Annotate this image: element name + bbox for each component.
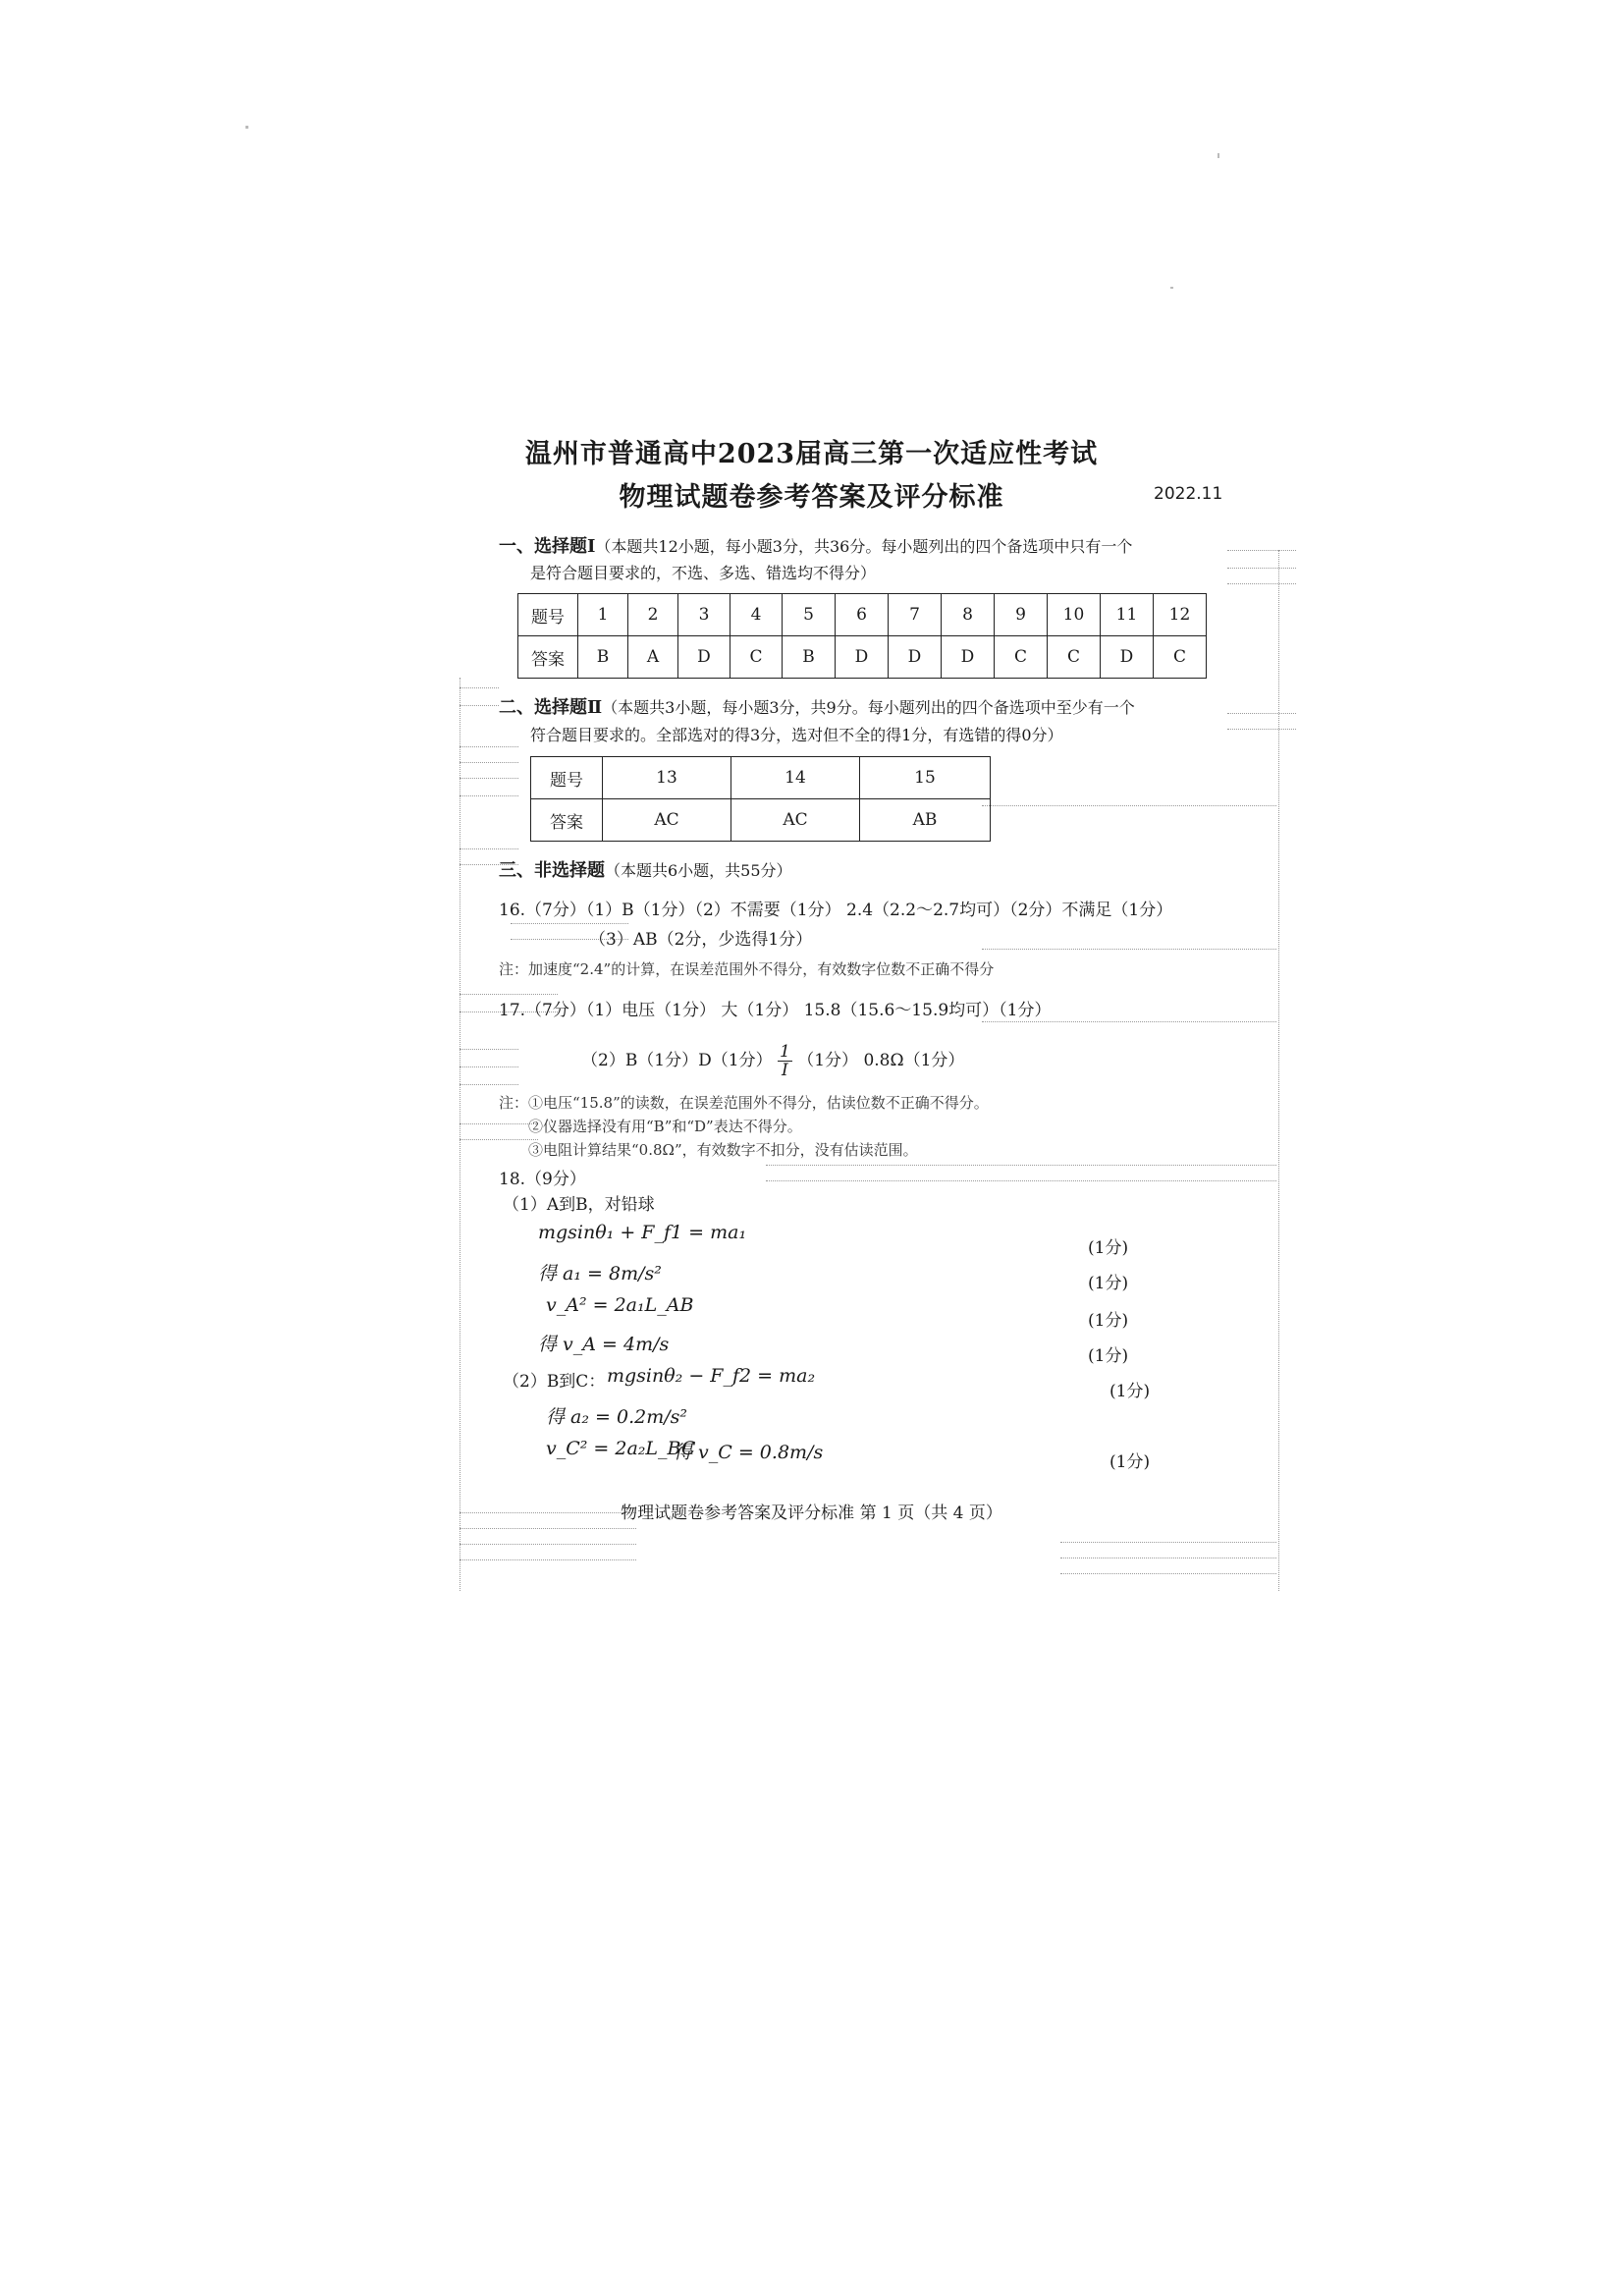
q18-eq1: mgsinθ₁ + F_f1 = ma₁	[538, 1222, 747, 1243]
answer-cell: C	[1154, 636, 1207, 679]
answer-cell: D	[836, 636, 889, 679]
q18-part1: （1）A到B，对铅球	[503, 1195, 655, 1215]
q18-eq5: mgsinθ₂ − F_f2 = ma₂	[607, 1365, 816, 1387]
scan-speck	[245, 126, 248, 129]
scan-artifact	[982, 1021, 1276, 1022]
question-number: 9	[995, 594, 1048, 636]
answer-cell: A	[628, 636, 678, 679]
scan-artifact	[1227, 583, 1296, 584]
document-title-line2: 物理试题卷参考答案及评分标准	[619, 482, 1004, 513]
q16-line2: （3）AB（2分，少选得1分）	[589, 930, 813, 950]
q18-eq3: v_A² = 2a₁L_AB	[546, 1294, 694, 1316]
table-row-answers	[531, 799, 991, 842]
question-number: 2	[628, 594, 678, 636]
one-over-i-fraction	[778, 1043, 792, 1079]
table-row-questions	[518, 594, 1207, 636]
scan-artifact	[460, 1544, 636, 1545]
scan-artifact	[1060, 1573, 1276, 1574]
q18-score: (1分)	[1109, 1452, 1151, 1472]
section2-heading-text: 二、选择题Ⅱ	[499, 697, 603, 718]
scan-artifact	[460, 1049, 518, 1050]
section2-desc-line2: 符合题目要求的。全部选对的得3分，选对但不全的得1分，有选错的得0分）	[530, 726, 1063, 744]
q18-score: (1分)	[1088, 1346, 1129, 1366]
fraction-numerator: 1	[779, 1042, 790, 1062]
section3-desc: （本题共6小题，共55分）	[605, 861, 792, 880]
row-label-answer: 答案	[518, 636, 578, 679]
document-title-line1: 温州市普通高中2023届高三第一次适应性考试	[524, 439, 1099, 469]
scan-artifact	[460, 994, 558, 995]
scan-artifact	[766, 1180, 1276, 1181]
answer-cell: C	[1048, 636, 1101, 679]
q17-note1: 注：①电压“15.8”的读数，在误差范围外不得分，估读位数不正确不得分。	[499, 1094, 989, 1112]
answer-cell: D	[889, 636, 942, 679]
answer-cell: AC	[731, 799, 860, 842]
q18-eq6: 得 a₂ = 0.2m/s²	[546, 1406, 687, 1428]
question-number: 7	[889, 594, 942, 636]
scan-artifact	[460, 1559, 636, 1560]
q18-score: (1分)	[1088, 1311, 1129, 1331]
q17-line1: 17.（7分）（1）电压（1分） 大（1分） 15.8（15.6～15.9均可）（1分）	[499, 1001, 1052, 1020]
page-footer: 物理试题卷参考答案及评分标准 第 1 页（共 4 页）	[621, 1503, 1002, 1523]
answer-cell: AC	[603, 799, 731, 842]
section1-desc-line1: （本题共12小题，每小题3分，共36分。每小题列出的四个备选项中只有一个	[595, 537, 1133, 556]
section1-desc-line2: 是符合题目要求的，不选、多选、错选均不得分）	[530, 564, 877, 582]
section1-answer-table	[517, 593, 1207, 679]
q16-line1: 16.（7分）（1）B（1分）（2）不需要（1分） 2.4（2.2～2.7均可）（2分）不满足（1分）	[499, 901, 1173, 920]
scan-artifact	[460, 1123, 538, 1124]
scan-artifact	[1227, 550, 1296, 551]
section2-answer-table	[530, 756, 991, 842]
table-row-questions	[531, 757, 991, 799]
question-number: 3	[678, 594, 730, 636]
question-number: 11	[1101, 594, 1154, 636]
section3-heading	[499, 856, 792, 882]
scan-speck	[1217, 153, 1219, 158]
answer-cell: C	[730, 636, 783, 679]
scan-artifact	[460, 705, 499, 706]
q18-eq7b: 得 v_C = 0.8m/s	[674, 1442, 824, 1463]
question-number: 6	[836, 594, 889, 636]
scan-artifact	[511, 923, 628, 924]
scan-artifact	[766, 1165, 1276, 1166]
answer-cell: B	[783, 636, 836, 679]
q17-line2	[581, 1043, 964, 1079]
q17-line2-part-b: （1分） 0.8Ω（1分）	[797, 1051, 965, 1070]
answer-cell: D	[678, 636, 730, 679]
answer-cell: D	[1101, 636, 1154, 679]
q18-head: 18.（9分）	[499, 1170, 586, 1189]
scan-artifact	[460, 1084, 518, 1085]
question-number: 15	[860, 757, 991, 799]
answer-cell: C	[995, 636, 1048, 679]
q18-eq2: 得 a₁ = 8m/s²	[538, 1263, 662, 1285]
fraction-denominator: I	[782, 1061, 788, 1080]
question-number: 10	[1048, 594, 1101, 636]
q18-score: (1分)	[1109, 1382, 1151, 1401]
q18-score: (1分)	[1088, 1274, 1129, 1293]
q17-line2-part-a: （2）B（1分）D（1分）	[581, 1051, 773, 1070]
scan-artifact	[460, 1066, 518, 1067]
row-label-question: 题号	[531, 757, 603, 799]
document-date: 2022.11	[1154, 484, 1223, 504]
scan-artifact	[1227, 568, 1296, 569]
section3-heading-text: 三、非选择题	[499, 860, 605, 881]
scan-artifact	[460, 687, 499, 688]
scan-artifact	[460, 778, 518, 779]
question-number: 8	[942, 594, 995, 636]
section1-heading	[499, 532, 1132, 558]
question-number: 5	[783, 594, 836, 636]
scan-artifact	[460, 762, 518, 763]
scan-artifact	[1227, 713, 1296, 714]
q18-eq4: 得 v_A = 4m/s	[538, 1334, 670, 1355]
scan-speck	[1170, 287, 1173, 289]
q18-eq7: v_C² = 2a₂L_BC	[546, 1438, 696, 1459]
scan-artifact	[1278, 550, 1279, 1591]
row-label-question: 题号	[518, 594, 578, 636]
q17-note2: ②仪器选择没有用“B”和“D”表达不得分。	[528, 1118, 802, 1135]
scan-artifact	[460, 848, 518, 849]
answer-cell: B	[578, 636, 628, 679]
scan-artifact	[1060, 1542, 1276, 1543]
question-number: 12	[1154, 594, 1207, 636]
table-row-answers	[518, 636, 1207, 679]
row-label-answer: 答案	[531, 799, 603, 842]
question-number: 4	[730, 594, 783, 636]
scan-artifact	[1227, 729, 1296, 730]
scan-artifact	[460, 746, 518, 747]
scan-artifact	[460, 795, 518, 796]
section1-heading-text: 一、选择题Ⅰ	[499, 536, 596, 557]
answer-cell: D	[942, 636, 995, 679]
question-number: 14	[731, 757, 860, 799]
question-number: 1	[578, 594, 628, 636]
section2-heading	[499, 693, 1135, 719]
question-number: 13	[603, 757, 731, 799]
scan-artifact	[982, 805, 1276, 806]
q18-part2: （2）B到C：	[503, 1372, 606, 1392]
q16-note: 注：加速度“2.4”的计算，在误差范围外不得分，有效数字位数不正确不得分	[499, 960, 995, 978]
q17-note3: ③电阻计算结果“0.8Ω”，有效数字不扣分，没有估读范围。	[528, 1141, 918, 1159]
answer-cell: AB	[860, 799, 991, 842]
section2-desc-line1: （本题共3小题，每小题3分，共9分。每小题列出的四个备选项中至少有一个	[602, 698, 1135, 717]
scan-artifact	[460, 1528, 636, 1529]
scan-artifact	[982, 949, 1276, 950]
scan-artifact	[460, 1139, 538, 1140]
q18-score: (1分)	[1088, 1238, 1129, 1258]
